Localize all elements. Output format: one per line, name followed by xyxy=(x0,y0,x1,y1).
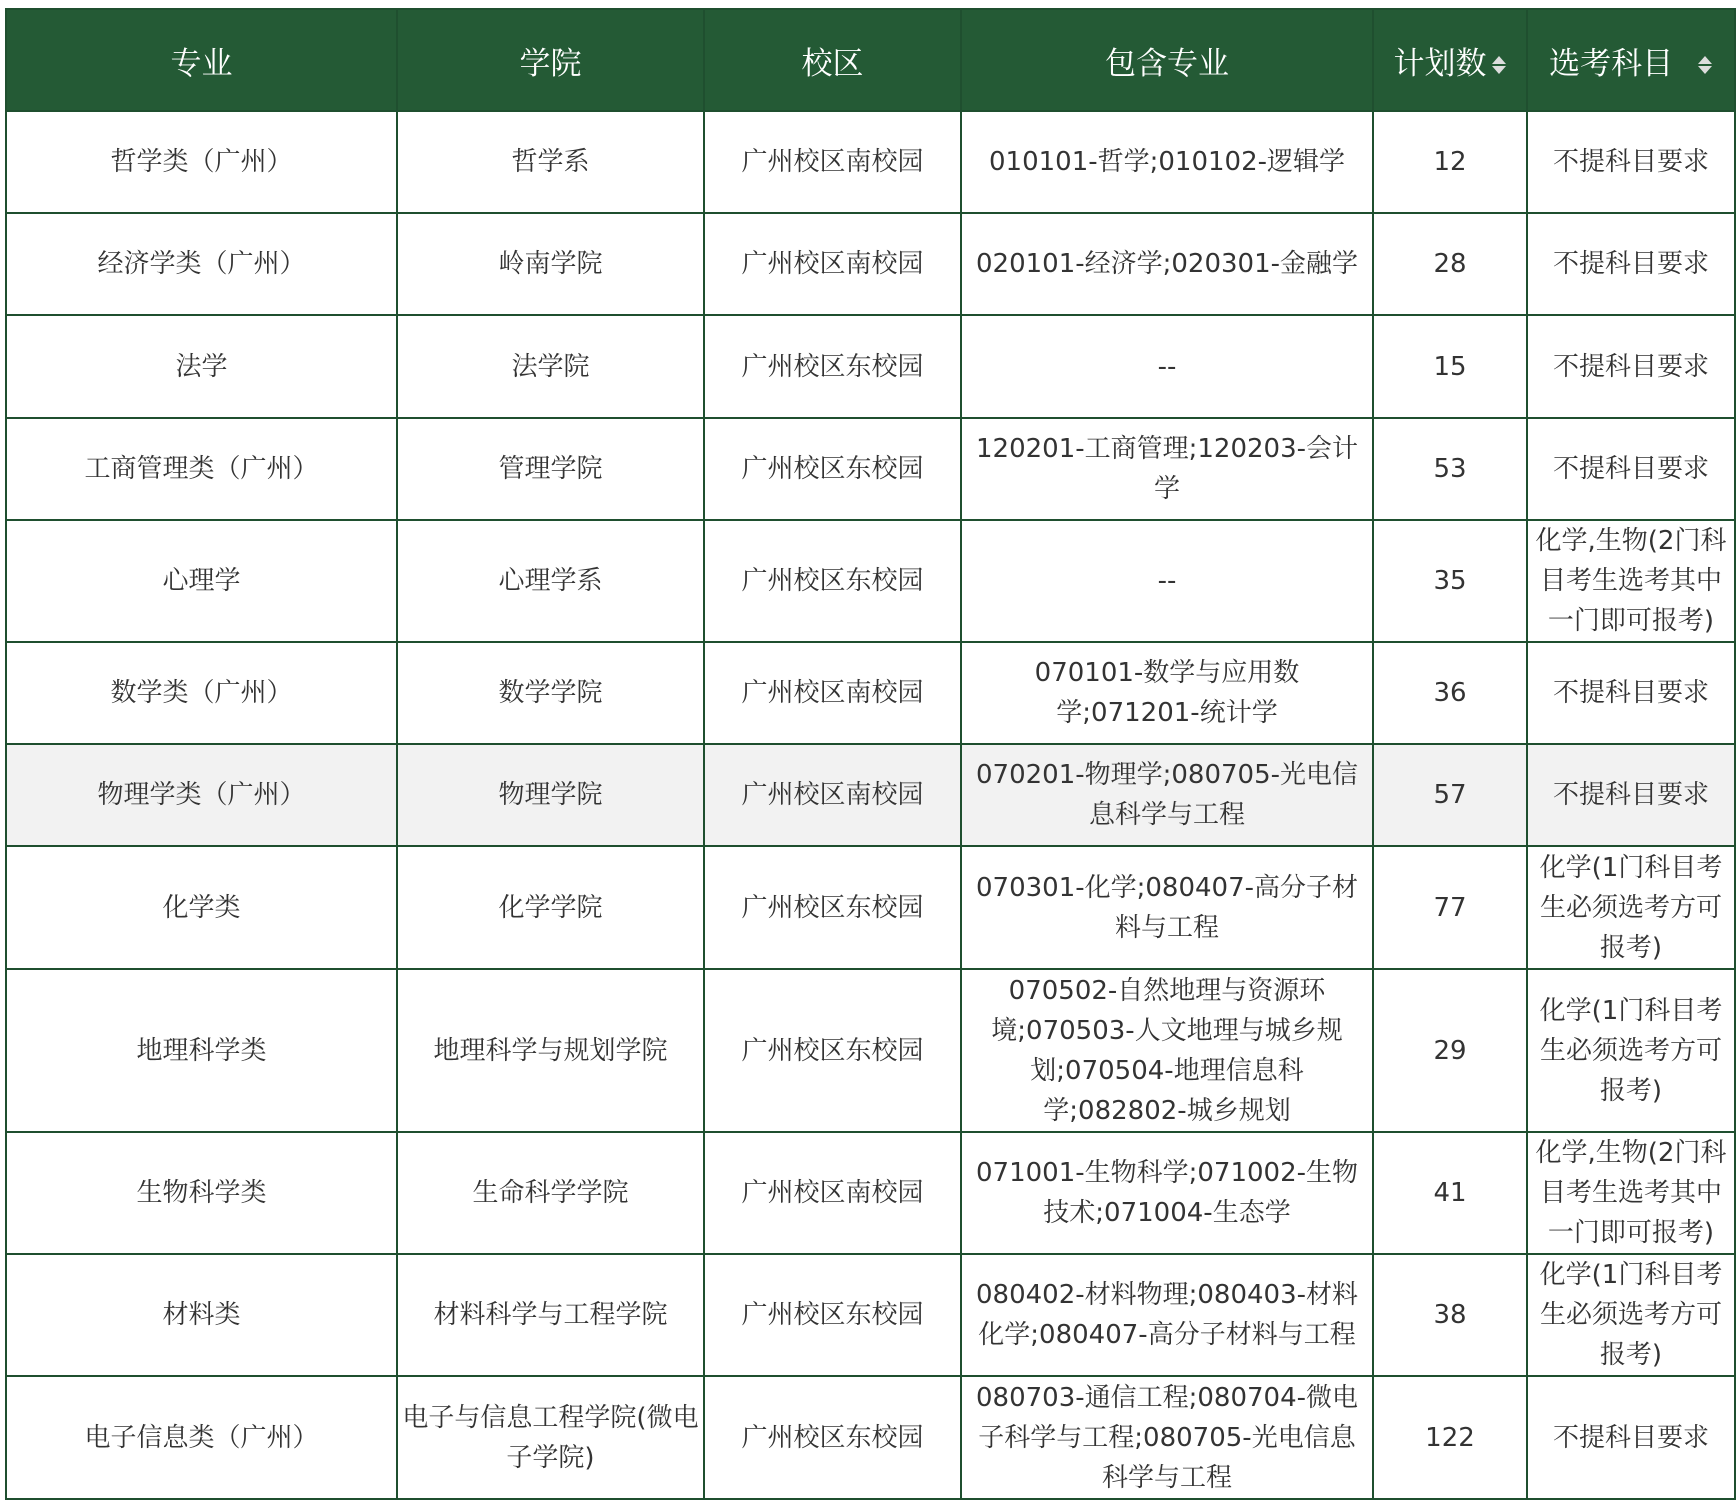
header-plan[interactable] xyxy=(1373,9,1527,111)
cell-campus: 广州校区南校园 xyxy=(704,642,961,744)
cell-subjects: 不提科目要求 xyxy=(1527,1376,1735,1499)
cell-campus: 广州校区东校园 xyxy=(704,315,961,418)
table-row xyxy=(6,111,1735,213)
cell-includes: 070201-物理学;080705-光电信息科学与工程 xyxy=(961,744,1373,846)
cell-campus: 广州校区东校园 xyxy=(704,846,961,969)
cell-subjects: 不提科目要求 xyxy=(1527,744,1735,846)
cell-subjects: 化学,生物(2门科目考生选考其中一门即可报考) xyxy=(1527,1132,1735,1254)
cell-subjects: 化学(1门科目考生必须选考方可报考) xyxy=(1527,969,1735,1132)
cell-major: 地理科学类 xyxy=(6,969,397,1132)
cell-plan: 38 xyxy=(1373,1254,1527,1376)
sort-icon[interactable] xyxy=(1697,54,1713,76)
cell-plan: 12 xyxy=(1373,111,1527,213)
cell-includes: 070101-数学与应用数学;071201-统计学 xyxy=(961,642,1373,744)
cell-school: 生命科学学院 xyxy=(397,1132,704,1254)
table-row xyxy=(6,1376,1735,1499)
cell-school: 化学学院 xyxy=(397,846,704,969)
cell-school: 管理学院 xyxy=(397,418,704,520)
cell-major: 经济学类（广州） xyxy=(6,213,397,315)
cell-plan: 35 xyxy=(1373,520,1527,642)
cell-plan: 53 xyxy=(1373,418,1527,520)
cell-major: 电子信息类（广州） xyxy=(6,1376,397,1499)
cell-includes: 070502-自然地理与资源环境;070503-人文地理与城乡规划;070504-地理信息科学;082802-城乡规划 xyxy=(961,969,1373,1132)
header-includes: 包含专业 xyxy=(961,9,1373,111)
cell-plan: 29 xyxy=(1373,969,1527,1132)
cell-includes: 120201-工商管理;120203-会计学 xyxy=(961,418,1373,520)
cell-subjects: 化学,生物(2门科目考生选考其中一门即可报考) xyxy=(1527,520,1735,642)
cell-plan: 36 xyxy=(1373,642,1527,744)
cell-school: 物理学院 xyxy=(397,744,704,846)
cell-plan: 77 xyxy=(1373,846,1527,969)
cell-major: 材料类 xyxy=(6,1254,397,1376)
cell-campus: 广州校区东校园 xyxy=(704,969,961,1132)
cell-subjects: 不提科目要求 xyxy=(1527,315,1735,418)
cell-includes: 070301-化学;080407-高分子材料与工程 xyxy=(961,846,1373,969)
cell-major: 哲学类（广州） xyxy=(6,111,397,213)
table-row xyxy=(6,520,1735,642)
cell-campus: 广州校区东校园 xyxy=(704,1376,961,1499)
cell-plan: 122 xyxy=(1373,1376,1527,1499)
table-row xyxy=(6,1254,1735,1376)
table-row xyxy=(6,213,1735,315)
cell-major: 数学类（广州） xyxy=(6,642,397,744)
cell-major: 法学 xyxy=(6,315,397,418)
cell-campus: 广州校区南校园 xyxy=(704,744,961,846)
cell-school: 电子与信息工程学院(微电子学院) xyxy=(397,1376,704,1499)
cell-major: 物理学类（广州） xyxy=(6,744,397,846)
cell-major: 生物科学类 xyxy=(6,1132,397,1254)
cell-campus: 广州校区东校园 xyxy=(704,1254,961,1376)
cell-includes: 080703-通信工程;080704-微电子科学与工程;080705-光电信息科学与工程 xyxy=(961,1376,1373,1499)
table-row xyxy=(6,1132,1735,1254)
cell-school: 地理科学与规划学院 xyxy=(397,969,704,1132)
header-school: 学院 xyxy=(397,9,704,111)
cell-major: 化学类 xyxy=(6,846,397,969)
table-header-row xyxy=(6,9,1735,111)
cell-subjects: 化学(1门科目考生必须选考方可报考) xyxy=(1527,1254,1735,1376)
cell-includes: 080402-材料物理;080403-材料化学;080407-高分子材料与工程 xyxy=(961,1254,1373,1376)
cell-subjects: 不提科目要求 xyxy=(1527,111,1735,213)
cell-campus: 广州校区南校园 xyxy=(704,111,961,213)
cell-includes: 071001-生物科学;071002-生物技术;071004-生态学 xyxy=(961,1132,1373,1254)
table-row xyxy=(6,846,1735,969)
table-row xyxy=(6,969,1735,1132)
table-row xyxy=(6,315,1735,418)
header-subjects[interactable] xyxy=(1527,9,1735,111)
header-campus: 校区 xyxy=(704,9,961,111)
header-major: 专业 xyxy=(6,9,397,111)
cell-subjects: 不提科目要求 xyxy=(1527,418,1735,520)
cell-includes: 010101-哲学;010102-逻辑学 xyxy=(961,111,1373,213)
cell-school: 数学学院 xyxy=(397,642,704,744)
header-plan-label: 计划数 xyxy=(1393,45,1487,82)
cell-plan: 41 xyxy=(1373,1132,1527,1254)
sort-icon[interactable] xyxy=(1491,54,1507,76)
cell-plan: 28 xyxy=(1373,213,1527,315)
cell-subjects: 不提科目要求 xyxy=(1527,642,1735,744)
cell-includes: 020101-经济学;020301-金融学 xyxy=(961,213,1373,315)
table-row xyxy=(6,418,1735,520)
cell-campus: 广州校区南校园 xyxy=(704,1132,961,1254)
cell-includes: -- xyxy=(961,315,1373,418)
cell-school: 法学院 xyxy=(397,315,704,418)
cell-campus: 广州校区南校园 xyxy=(704,213,961,315)
cell-campus: 广州校区东校园 xyxy=(704,520,961,642)
cell-subjects: 化学(1门科目考生必须选考方可报考) xyxy=(1527,846,1735,969)
cell-school: 岭南学院 xyxy=(397,213,704,315)
cell-plan: 57 xyxy=(1373,744,1527,846)
cell-school: 哲学系 xyxy=(397,111,704,213)
table-row xyxy=(6,744,1735,846)
cell-plan: 15 xyxy=(1373,315,1527,418)
cell-major: 工商管理类（广州） xyxy=(6,418,397,520)
majors-table xyxy=(5,8,1736,1500)
table-row xyxy=(6,642,1735,744)
cell-campus: 广州校区东校园 xyxy=(704,418,961,520)
cell-includes: -- xyxy=(961,520,1373,642)
header-subjects-label: 选考科目 xyxy=(1549,45,1674,82)
cell-school: 心理学系 xyxy=(397,520,704,642)
cell-major: 心理学 xyxy=(6,520,397,642)
cell-subjects: 不提科目要求 xyxy=(1527,213,1735,315)
cell-school: 材料科学与工程学院 xyxy=(397,1254,704,1376)
